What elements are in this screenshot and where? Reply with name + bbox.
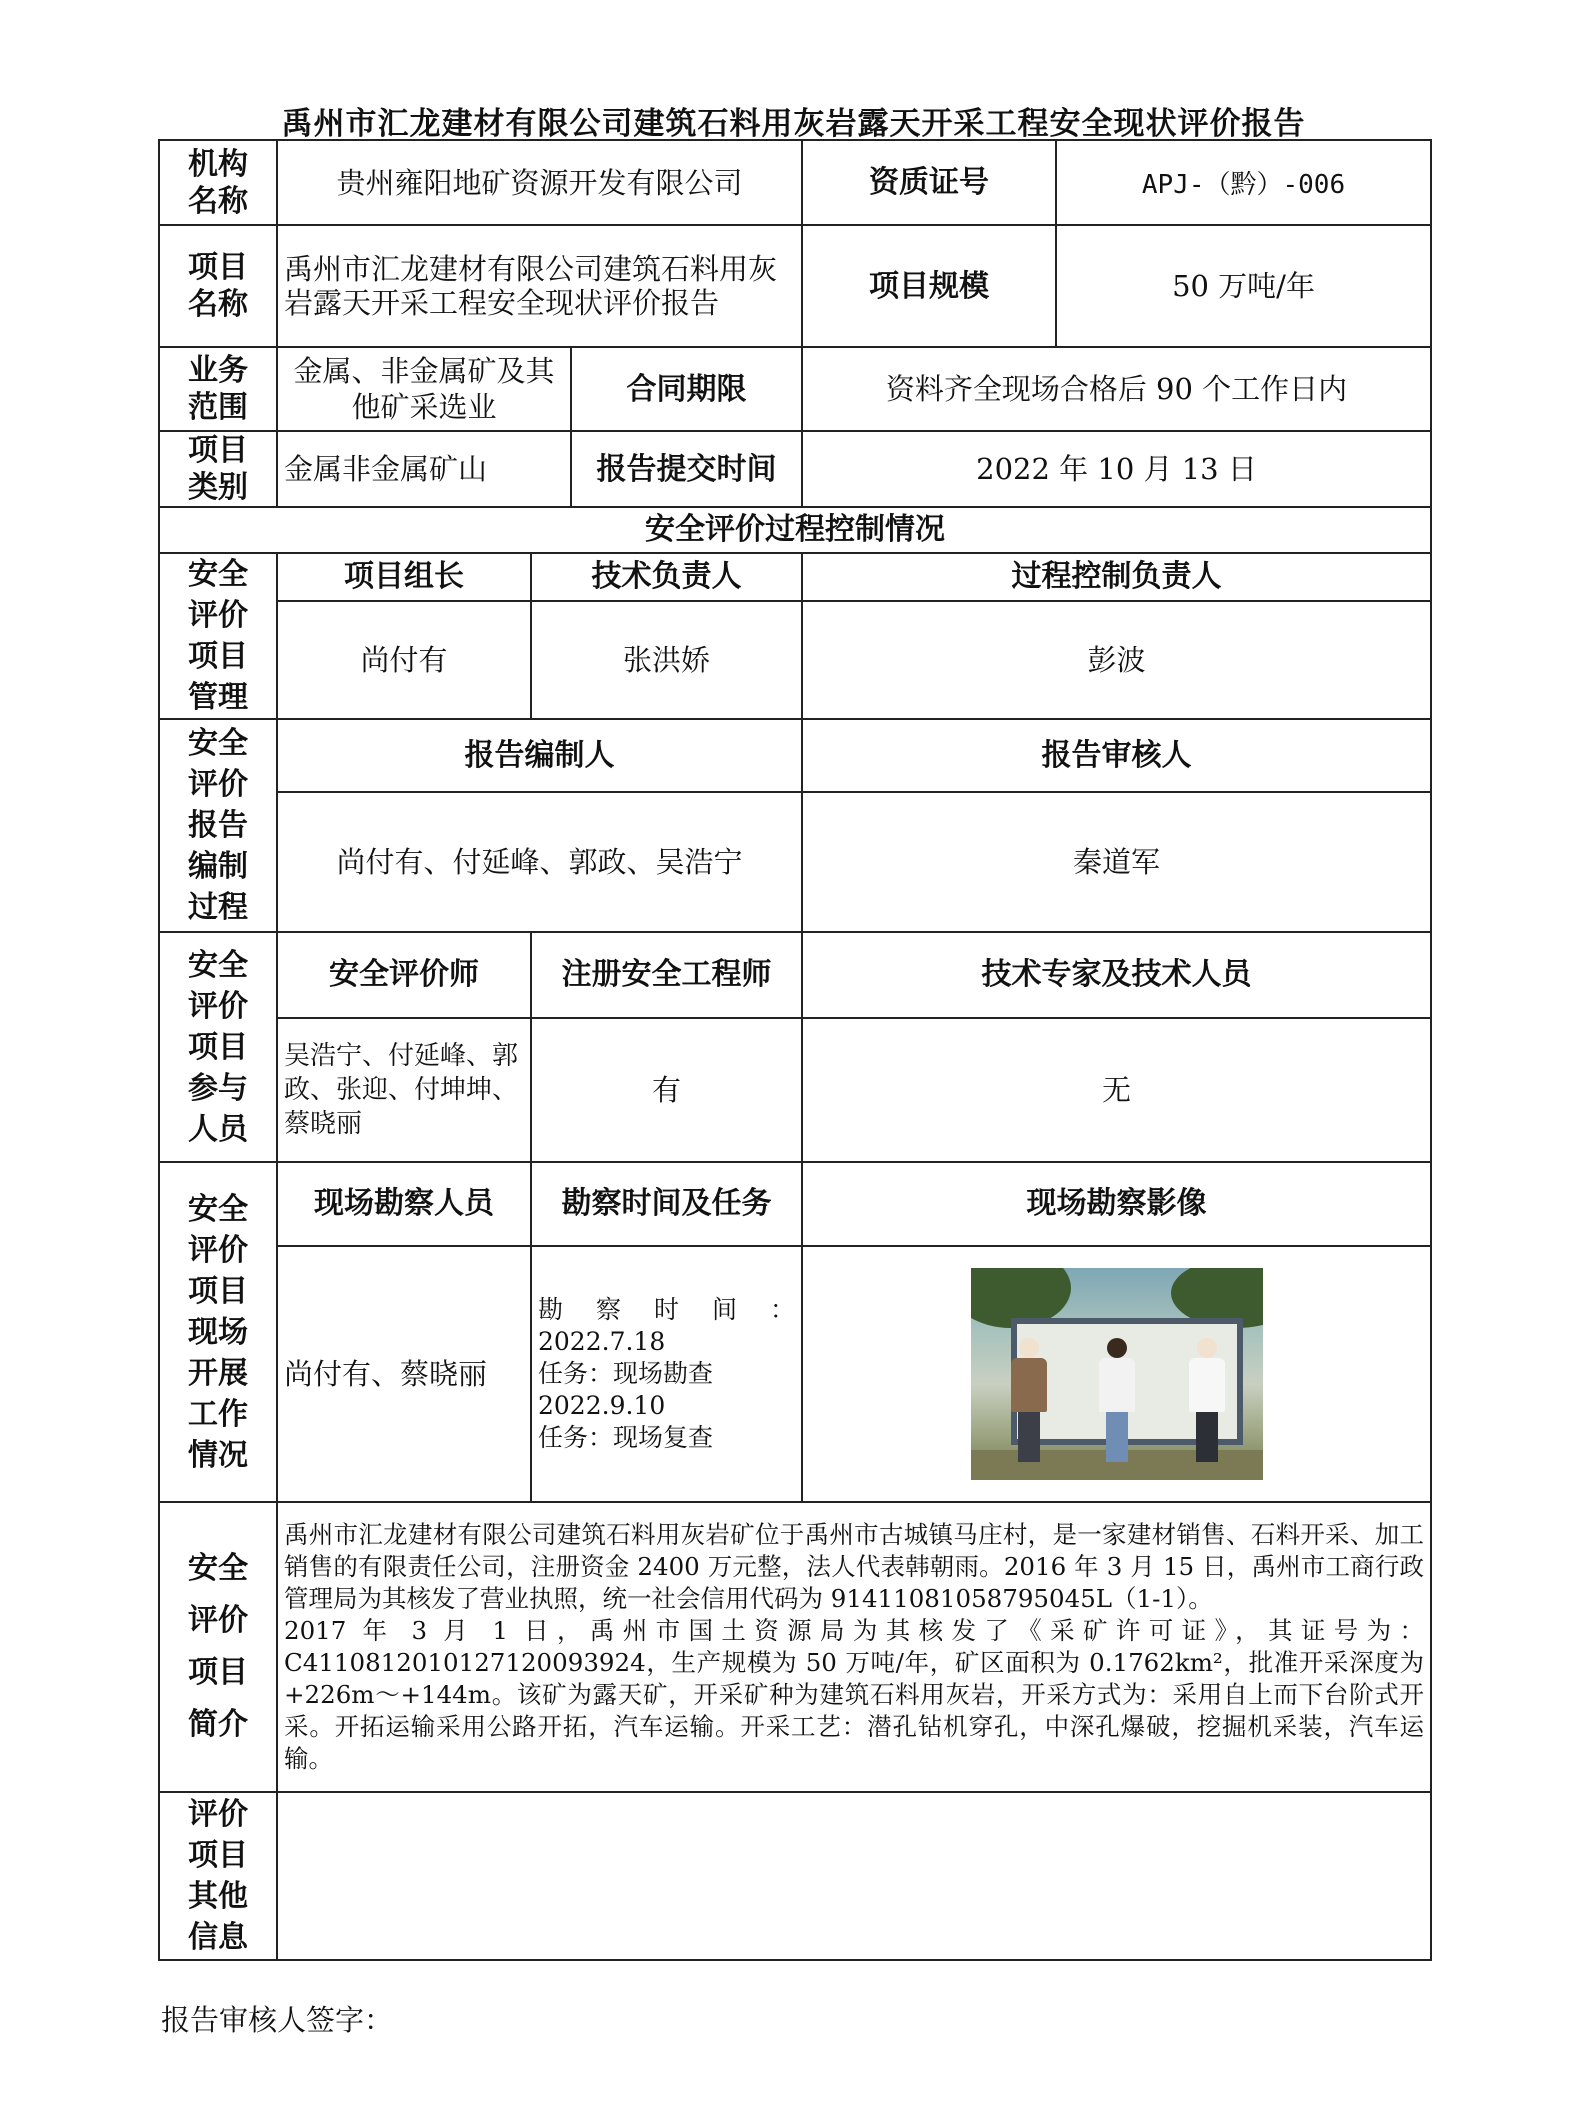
intro-text <box>277 1502 1431 1792</box>
experts-header: 技术专家及技术人员 <box>802 932 1431 1018</box>
survey-task-1: 任务：现场勘查 <box>538 1359 714 1388</box>
other-value <box>277 1792 1431 1960</box>
compiler-header: 报告编制人 <box>277 719 802 792</box>
survey-image-cell <box>802 1246 1431 1502</box>
survey-time-value <box>531 1246 802 1502</box>
survey-task-2: 任务：现场复查 <box>538 1423 714 1452</box>
row-section-title <box>159 507 1431 553</box>
business-value: 金属、非金属矿及其他矿采选业 <box>277 347 571 431</box>
compile-label: 安全 评价 报告 编制 过程 <box>159 719 277 932</box>
row-management-header <box>159 553 1431 601</box>
row-survey-header <box>159 1162 1431 1246</box>
row-project <box>159 225 1431 347</box>
engineer-value: 有 <box>531 1018 802 1162</box>
tech-lead-value: 张洪娇 <box>531 601 802 719</box>
survey-date-2: 2022.9.10 <box>538 1391 666 1420</box>
experts-value: 无 <box>802 1018 1431 1162</box>
scale-label: 项目规模 <box>802 225 1056 347</box>
intro-paragraph-2: 2017 年 3 月 1 日，禹州市国土资源局为其核发了《采矿许可证》，其证号为：C4110812010127120093924，生产规模为 50 万吨/年，矿区面积为 0.1762km²，批准开采深度为+226m～+144m。该矿为露天矿，开采矿种为建筑石料用灰岩，开采方式为：采用自上而下台阶式开采。开拓运输采用公路开拓，汽车运输。开采工艺：潜孔钻机穿孔，中深孔爆破，挖掘机采装，汽车运输。 <box>284 1616 1425 1773</box>
submit-value: 2022 年 10 月 13 日 <box>802 431 1431 507</box>
row-participants-header <box>159 932 1431 1018</box>
row-survey-values <box>159 1246 1431 1502</box>
contract-value: 资料齐全现场合格后 90 个工作日内 <box>802 347 1431 431</box>
contract-label: 合同期限 <box>571 347 802 431</box>
survey-date-1: 2022.7.18 <box>538 1327 666 1356</box>
signature-label: 报告审核人签字： <box>161 2003 394 2037</box>
management-label: 安全 评价 项目 管理 <box>159 553 277 719</box>
reviewer-header: 报告审核人 <box>802 719 1431 792</box>
project-label: 项目 名称 <box>159 225 277 347</box>
cert-label: 资质证号 <box>802 140 1056 225</box>
org-value: 贵州雍阳地矿资源开发有限公司 <box>277 140 802 225</box>
tech-lead-header: 技术负责人 <box>531 553 802 601</box>
section-title: 安全评价过程控制情况 <box>159 507 1431 553</box>
row-compile-values <box>159 792 1431 932</box>
team-leader-header: 项目组长 <box>277 553 531 601</box>
reviewer-value: 秦道军 <box>802 792 1431 932</box>
evaluator-header: 安全评价师 <box>277 932 531 1018</box>
survey-time-header: 勘察时间及任务 <box>531 1162 802 1246</box>
row-compile-header <box>159 719 1431 792</box>
category-label: 项目 类别 <box>159 431 277 507</box>
survey-time-label: 勘察时间： <box>538 1295 796 1324</box>
row-business <box>159 347 1431 431</box>
survey-staff-value: 尚付有、蔡晓丽 <box>277 1246 531 1502</box>
survey-image-header: 现场勘察影像 <box>802 1162 1431 1246</box>
row-category <box>159 431 1431 507</box>
project-value: 禹州市汇龙建材有限公司建筑石料用灰岩露天开采工程安全现状评价报告 <box>277 225 802 347</box>
compiler-value: 尚付有、付延峰、郭政、吴浩宁 <box>277 792 802 932</box>
org-label: 机构 名称 <box>159 140 277 225</box>
participants-label: 安全 评价 项目 参与 人员 <box>159 932 277 1162</box>
row-other <box>159 1792 1431 1960</box>
row-participants-values <box>159 1018 1431 1162</box>
process-lead-value: 彭波 <box>802 601 1431 719</box>
row-intro <box>159 1502 1431 1792</box>
intro-paragraph-1: 禹州市汇龙建材有限公司建筑石料用灰岩矿位于禹州市古城镇马庄村，是一家建材销售、石料开采、加工销售的有限责任公司，注册资金 2400 万元整，法人代表韩朝雨。2016 年 3 月 15 日，禹州市工商行政管理局为其核发了营业执照，统一社会信用代码为 91411081058795045L（1-1）。 <box>284 1520 1425 1613</box>
evaluator-value: 吴浩宁、付延峰、郭政、张迎、付坤坤、蔡晓丽 <box>277 1018 531 1162</box>
process-lead-header: 过程控制负责人 <box>802 553 1431 601</box>
scale-value: 50 万吨/年 <box>1056 225 1431 347</box>
row-management-values <box>159 601 1431 719</box>
document-title: 禹州市汇龙建材有限公司建筑石料用灰岩露天开采工程安全现状评价报告 <box>281 106 1306 142</box>
intro-label: 安全 评价 项目 简介 <box>159 1502 277 1792</box>
category-value: 金属非金属矿山 <box>277 431 571 507</box>
row-organization <box>159 140 1431 225</box>
evaluation-form-table <box>158 139 1432 1961</box>
business-label: 业务 范围 <box>159 347 277 431</box>
engineer-header: 注册安全工程师 <box>531 932 802 1018</box>
team-leader-value: 尚付有 <box>277 601 531 719</box>
site-survey-photo <box>971 1268 1263 1480</box>
survey-label: 安全 评价 项目 现场 开展 工作 情况 <box>159 1162 277 1502</box>
submit-label: 报告提交时间 <box>571 431 802 507</box>
cert-value: APJ-（黔）-006 <box>1056 140 1431 225</box>
other-label: 评价 项目 其他 信息 <box>159 1792 277 1960</box>
survey-staff-header: 现场勘察人员 <box>277 1162 531 1246</box>
